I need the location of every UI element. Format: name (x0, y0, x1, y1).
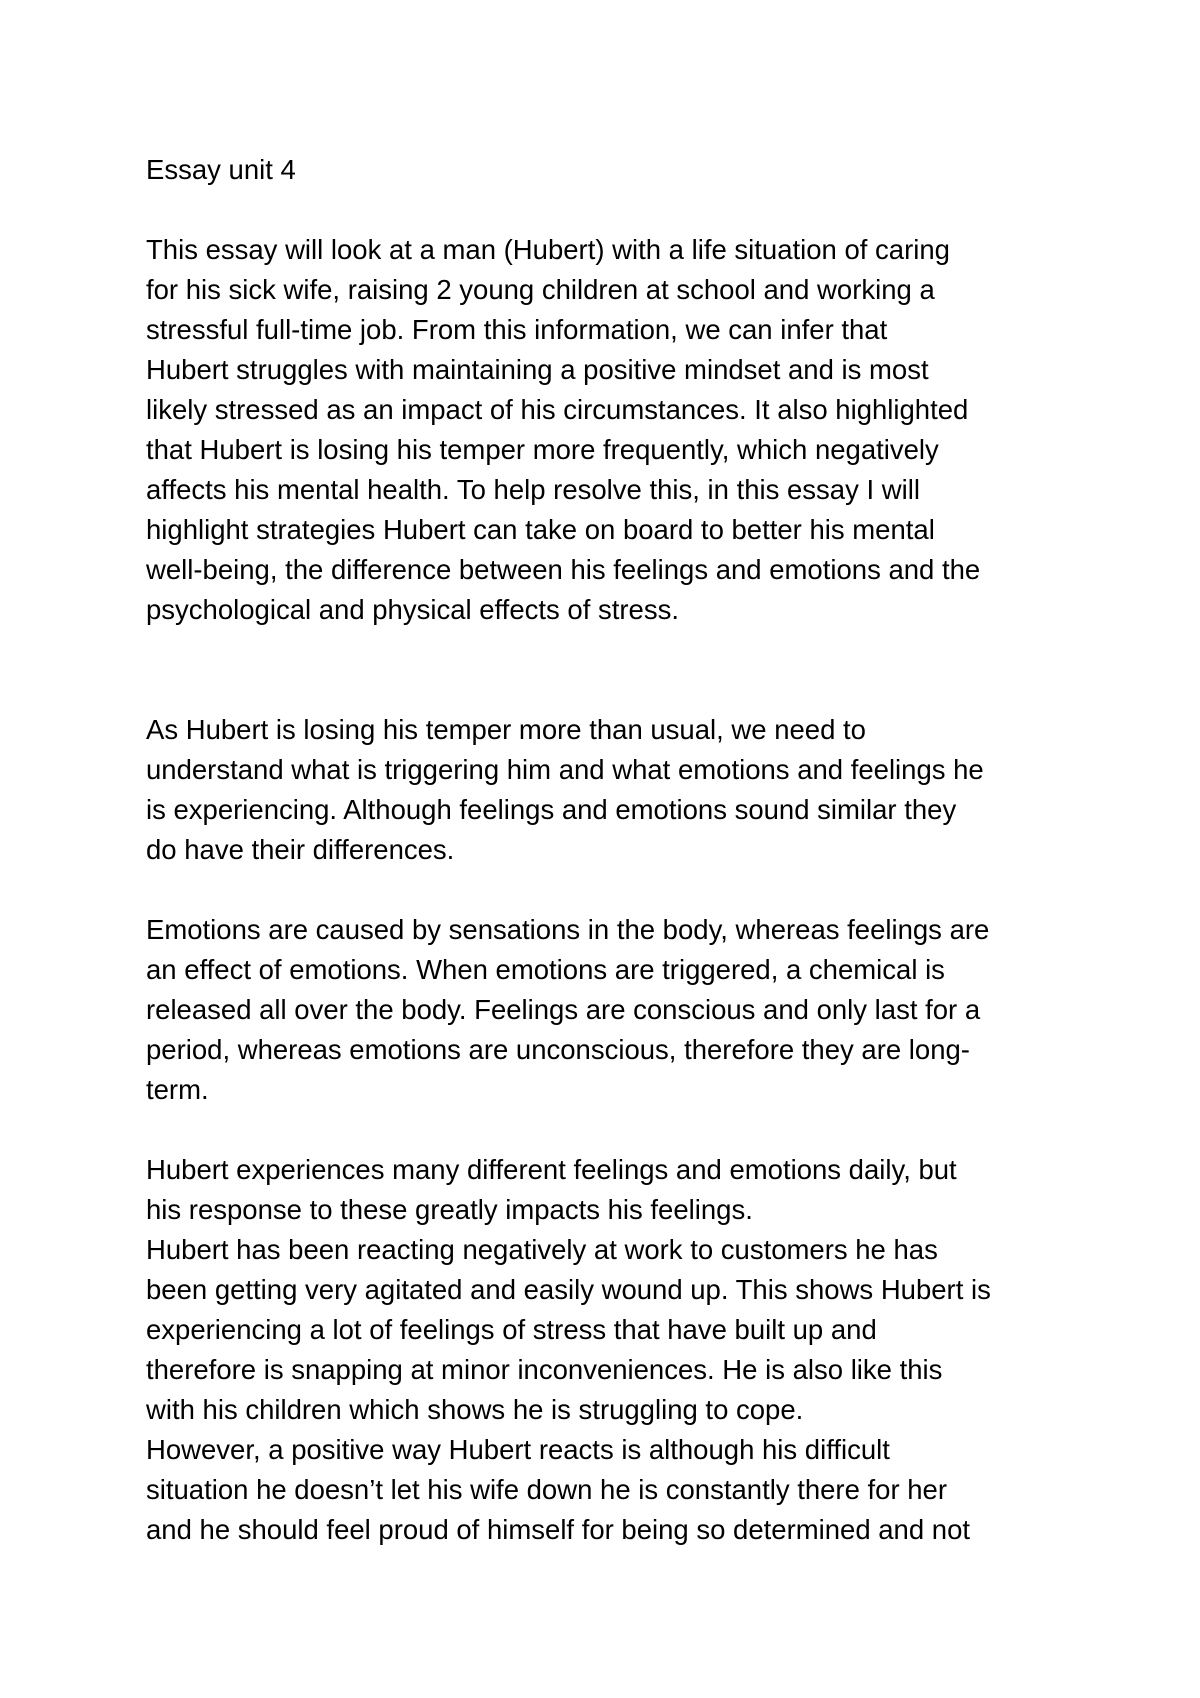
text-line: situation he doesn’t let his wife down he is constantly there for her (146, 1474, 948, 1505)
paragraph-spacer (146, 630, 1086, 710)
paragraph-responses (146, 1150, 1086, 1550)
text-line: affects his mental health. To help resolve this, in this essay I will (146, 474, 920, 505)
text-line: period, whereas emotions are unconscious, therefore they are long- (146, 1034, 970, 1065)
text-line: for his sick wife, raising 2 young children at school and working a (146, 274, 935, 305)
paragraph-spacer (146, 1110, 1086, 1150)
text-line: stressful full-time job. From this information, we can infer that (146, 314, 888, 345)
text-line: Emotions are caused by sensations in the body, whereas feelings are (146, 914, 990, 945)
text-line: Hubert experiences many different feelings and emotions daily, but (146, 1154, 957, 1185)
text-line: is experiencing. Although feelings and emotions sound similar they (146, 794, 957, 825)
text-line: term. (146, 1074, 209, 1105)
text-line: highlight strategies Hubert can take on board to better his mental (146, 514, 935, 545)
text-line: Hubert struggles with maintaining a positive mindset and is most (146, 354, 929, 385)
paragraph-intro (146, 230, 1086, 630)
text-line: been getting very agitated and easily wound up. This shows Hubert is (146, 1274, 991, 1305)
text-line: that Hubert is losing his temper more frequently, which negatively (146, 434, 939, 465)
paragraph-emotions (146, 910, 1086, 1110)
text-line: with his children which shows he is struggling to cope. (146, 1394, 804, 1425)
text-line: Hubert has been reacting negatively at work to customers he has (146, 1234, 938, 1265)
text-line: experiencing a lot of feelings of stress that have built up and (146, 1314, 877, 1345)
text-line: therefore is snapping at minor inconveniences. He is also like this (146, 1354, 943, 1385)
text-line: his response to these greatly impacts his feelings. (146, 1194, 753, 1225)
text-line: As Hubert is losing his temper more than usual, we need to (146, 714, 866, 745)
essay-body (146, 150, 1086, 1550)
paragraph-temper (146, 710, 1086, 870)
text-line: well-being, the difference between his feelings and emotions and the (146, 554, 981, 585)
text-line: psychological and physical effects of stress. (146, 594, 679, 625)
paragraph-spacer (146, 870, 1086, 910)
text-line: and he should feel proud of himself for being so determined and not (146, 1514, 971, 1545)
text-line: an effect of emotions. When emotions are triggered, a chemical is (146, 954, 945, 985)
text-line: do have their differences. (146, 834, 455, 865)
text-line: However, a positive way Hubert reacts is although his difficult (146, 1434, 890, 1465)
text-line: This essay will look at a man (Hubert) with a life situation of caring (146, 234, 950, 265)
text-line: understand what is triggering him and what emotions and feelings he (146, 754, 984, 785)
essay-title: Essay unit 4 (146, 154, 296, 185)
text-line: released all over the body. Feelings are conscious and only last for a (146, 994, 981, 1025)
text-line: likely stressed as an impact of his circumstances. It also highlighted (146, 394, 969, 425)
